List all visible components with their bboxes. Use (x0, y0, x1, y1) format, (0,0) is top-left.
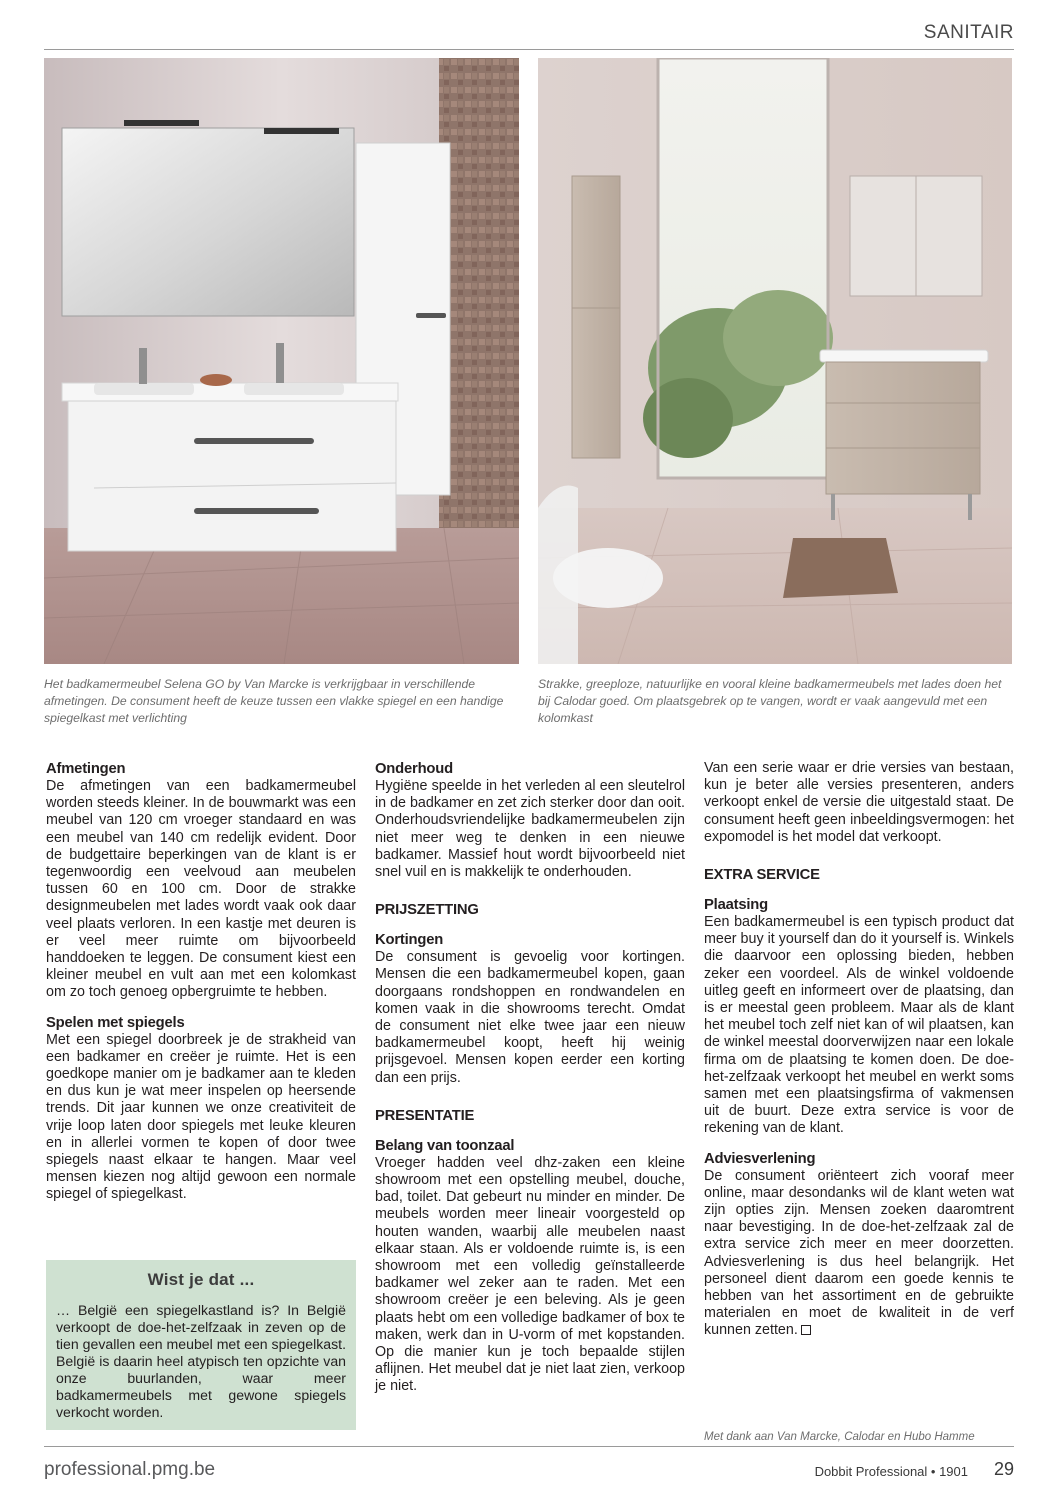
heading-plaatsing: Plaatsing (704, 897, 768, 914)
header-rule (44, 49, 1014, 50)
heading-afmetingen: Afmetingen (46, 761, 126, 777)
paragraph-belang-van-toonzaal: Vroeger hadden veel dhz-zaken een kleine showroom met een opstelling meubel, douche, bad, toilet. Dat gebeurt nu minder en minder. De meubels worden meer lineair voorgesteld op houten wanden, waarbij alle meubelen naast elkaar staan. Als er voldoende ruimte is, is een showroom met een volledig geïnstalleerde badkamer wel zeker aan te raden. Met een showroom creëer je een beleving. Als je geen plaats hebt om een volledige badkamer of box te maken, werk dan in U-vorm of met kopstanden. Op die manier kun je toch bepaalde stijlen aflijnen. Het meubel dat je niet laat zien, verkoop je niet. (375, 1154, 685, 1395)
heading-spelen-met-spiegels: Spelen met spiegels (46, 1014, 185, 1031)
footer-magazine: Dobbit Professional • 1901 (814, 1464, 968, 1479)
heading-onderhoud: Onderhoud (375, 761, 453, 777)
column-2 (375, 760, 685, 1396)
credit-line: Met dank aan Van Marcke, Calodar en Hubo Hamme (704, 1431, 975, 1443)
info-box-title: Wist je dat ... (147, 1270, 255, 1289)
heading-kortingen: Kortingen (375, 932, 444, 949)
footer-rule (44, 1446, 1014, 1447)
info-box-text: … België een spiegelkastland is? In België verkoopt de doe-het-zelfzaak in zeven op de tien gevallen een meubel met een spiegelkast. België is daarin heel atypisch ten opzichte van onze buurlanden, waar meer badkamermeubels met gewone spiegels verkocht worden. (56, 1302, 346, 1420)
page-number: 29 (993, 1459, 1014, 1479)
info-box (46, 1260, 356, 1430)
paragraph-onderhoud: Hygiëne speelde in het verleden al een sleutelrol in de badkamer en zet zich sterker door dan ooit. Onderhoudsvriendelijke badkamermeubelen zijn niet meer weg te denken in een nieuwe badkamer. Massief hout wordt bijvoorbeeld niet snel vuil en is makkelijk te onderhouden. (375, 778, 685, 881)
heading-adviesverlening: Adviesverlening (704, 1150, 816, 1167)
footer-url[interactable]: professional.pmg.be (44, 1459, 216, 1480)
column-3 (704, 760, 1014, 1340)
section-extra-service: EXTRA SERVICE (704, 867, 820, 884)
paragraph-adviesverlening (704, 1168, 1014, 1340)
paragraph-plaatsing: Een badkamermeubel is een typisch product dat meer buy it yourself dan do it yourself is. Winkels die daarvoor een oplossing bieden, hebben zeker een voordeel. Als de winkel voldoende uitleg geeft en informeert over de plaatsing, dan is er meestal geen probleem. Maar als de klant het meubel toch zelf niet kan of wil plaatsen, kan de winkel meestal doorverwijzen naar een lokale firma om de plaatsing te komen doen. De doe-het-zelfzaak verkoopt het meubel en werkt soms samen met een plaatsingsfirma of vakmensen uit de buurt. Deze extra service is voor de rekening van de klant. (704, 914, 1014, 1137)
caption-right: Strakke, greeploze, natuurlijke en vooral kleine badkamermeubels met lades doen het bij Calodar goed. Om plaatsgebrek op te vangen, wordt er vaak aangevuld met een kolomkast (538, 677, 1002, 725)
column-1 (46, 760, 356, 1204)
end-mark-icon (801, 1325, 811, 1335)
caption-left: Het badkamermeubel Selena GO by Van Marcke is verkrijgbaar in verschillende afmetingen. De consument heeft de keuze tussen een vlakke spiegel en een handige spiegelkast met verlichting (44, 677, 504, 725)
paragraph-kortingen: De consument is gevoelig voor kortingen. Mensen die een badkamermeubel kopen, gaan doorgaans rondshoppen en rondwandelen en komen vaak in die showrooms terecht. Omdat de consument niet elke twee jaar een nieuw badkamermeubel koopt, heeft hij weinig prijsgevoel. Mensen kopen eerder een korting dan een prijs. (375, 949, 685, 1086)
heading-belang-van-toonzaal: Belang van toonzaal (375, 1137, 515, 1154)
paragraph-serie: Van een serie waar er drie versies van bestaan, kun je beter alle versies presenteren, anders verkoopt enkel de versie die uitgestald staat. De consument heeft geen inbeeldingsvermogen: het expomodel is het model dat verkoopt. (704, 760, 1014, 845)
section-prijszetting: PRIJSZETTING (375, 902, 479, 919)
photo-wood-vanity (538, 58, 1012, 664)
paragraph-spelen-met-spiegels: Met een spiegel doorbreek je de strakheid van een badkamer en creëer je ruimte. Het is een goedkope manier om je badkamer aan te kleden en dus kun je wat meer inspelen op heersende trends. Dit jaar kunnen we onze creativiteit de vrije loop laten door spiegels met leuke kleuren en in allerlei vormen te kopen of door twee spiegels naast elkaar te hangen. Maar veel mensen kiezen nog altijd gewoon een normale spiegel of spiegelkast. (46, 1031, 356, 1203)
section-label: SANITAIR (923, 22, 1014, 43)
paragraph-adviesverlening-text: De consument oriënteert zich vooraf meer online, maar desondanks wil de klant weten wat zijn opties zijn. Mensen zoeken daaromtrent naar bevestiging. In de doe-het-zelfzaak zal de extra service zich meer en meer doorzetten. Adviesverlening is dus heel belangrijk. Het personeel dient daarom een goede kennis te hebben van het assortiment en de gebruikte materialen en moet de kwaliteit in de verf kunnen zetten. (704, 1167, 1014, 1339)
paragraph-afmetingen: De afmetingen van een badkamermeubel worden steeds kleiner. In de bouwmarkt was een meubel van 120 cm vroeger standaard en was een meubel van 140 cm redelijk evident. Door de budgettaire beperkingen van de klant is er tegenwoordig een veelvoud aan meubelen tussen 60 en 100 cm. Door de strakke designmeubelen met lades wordt vaak ook daar veel plaats verloren. In een kastje met deuren is er veel meer ruimte om bijvoorbeeld handdoeken te leggen. De consument kiest een kleiner meubel en vult aan met een kolomkast om zo toch genoeg opbergruimte te hebben. (46, 778, 356, 1001)
photo-white-vanity (44, 58, 519, 664)
section-presentatie: PRESENTATIE (375, 1107, 475, 1124)
